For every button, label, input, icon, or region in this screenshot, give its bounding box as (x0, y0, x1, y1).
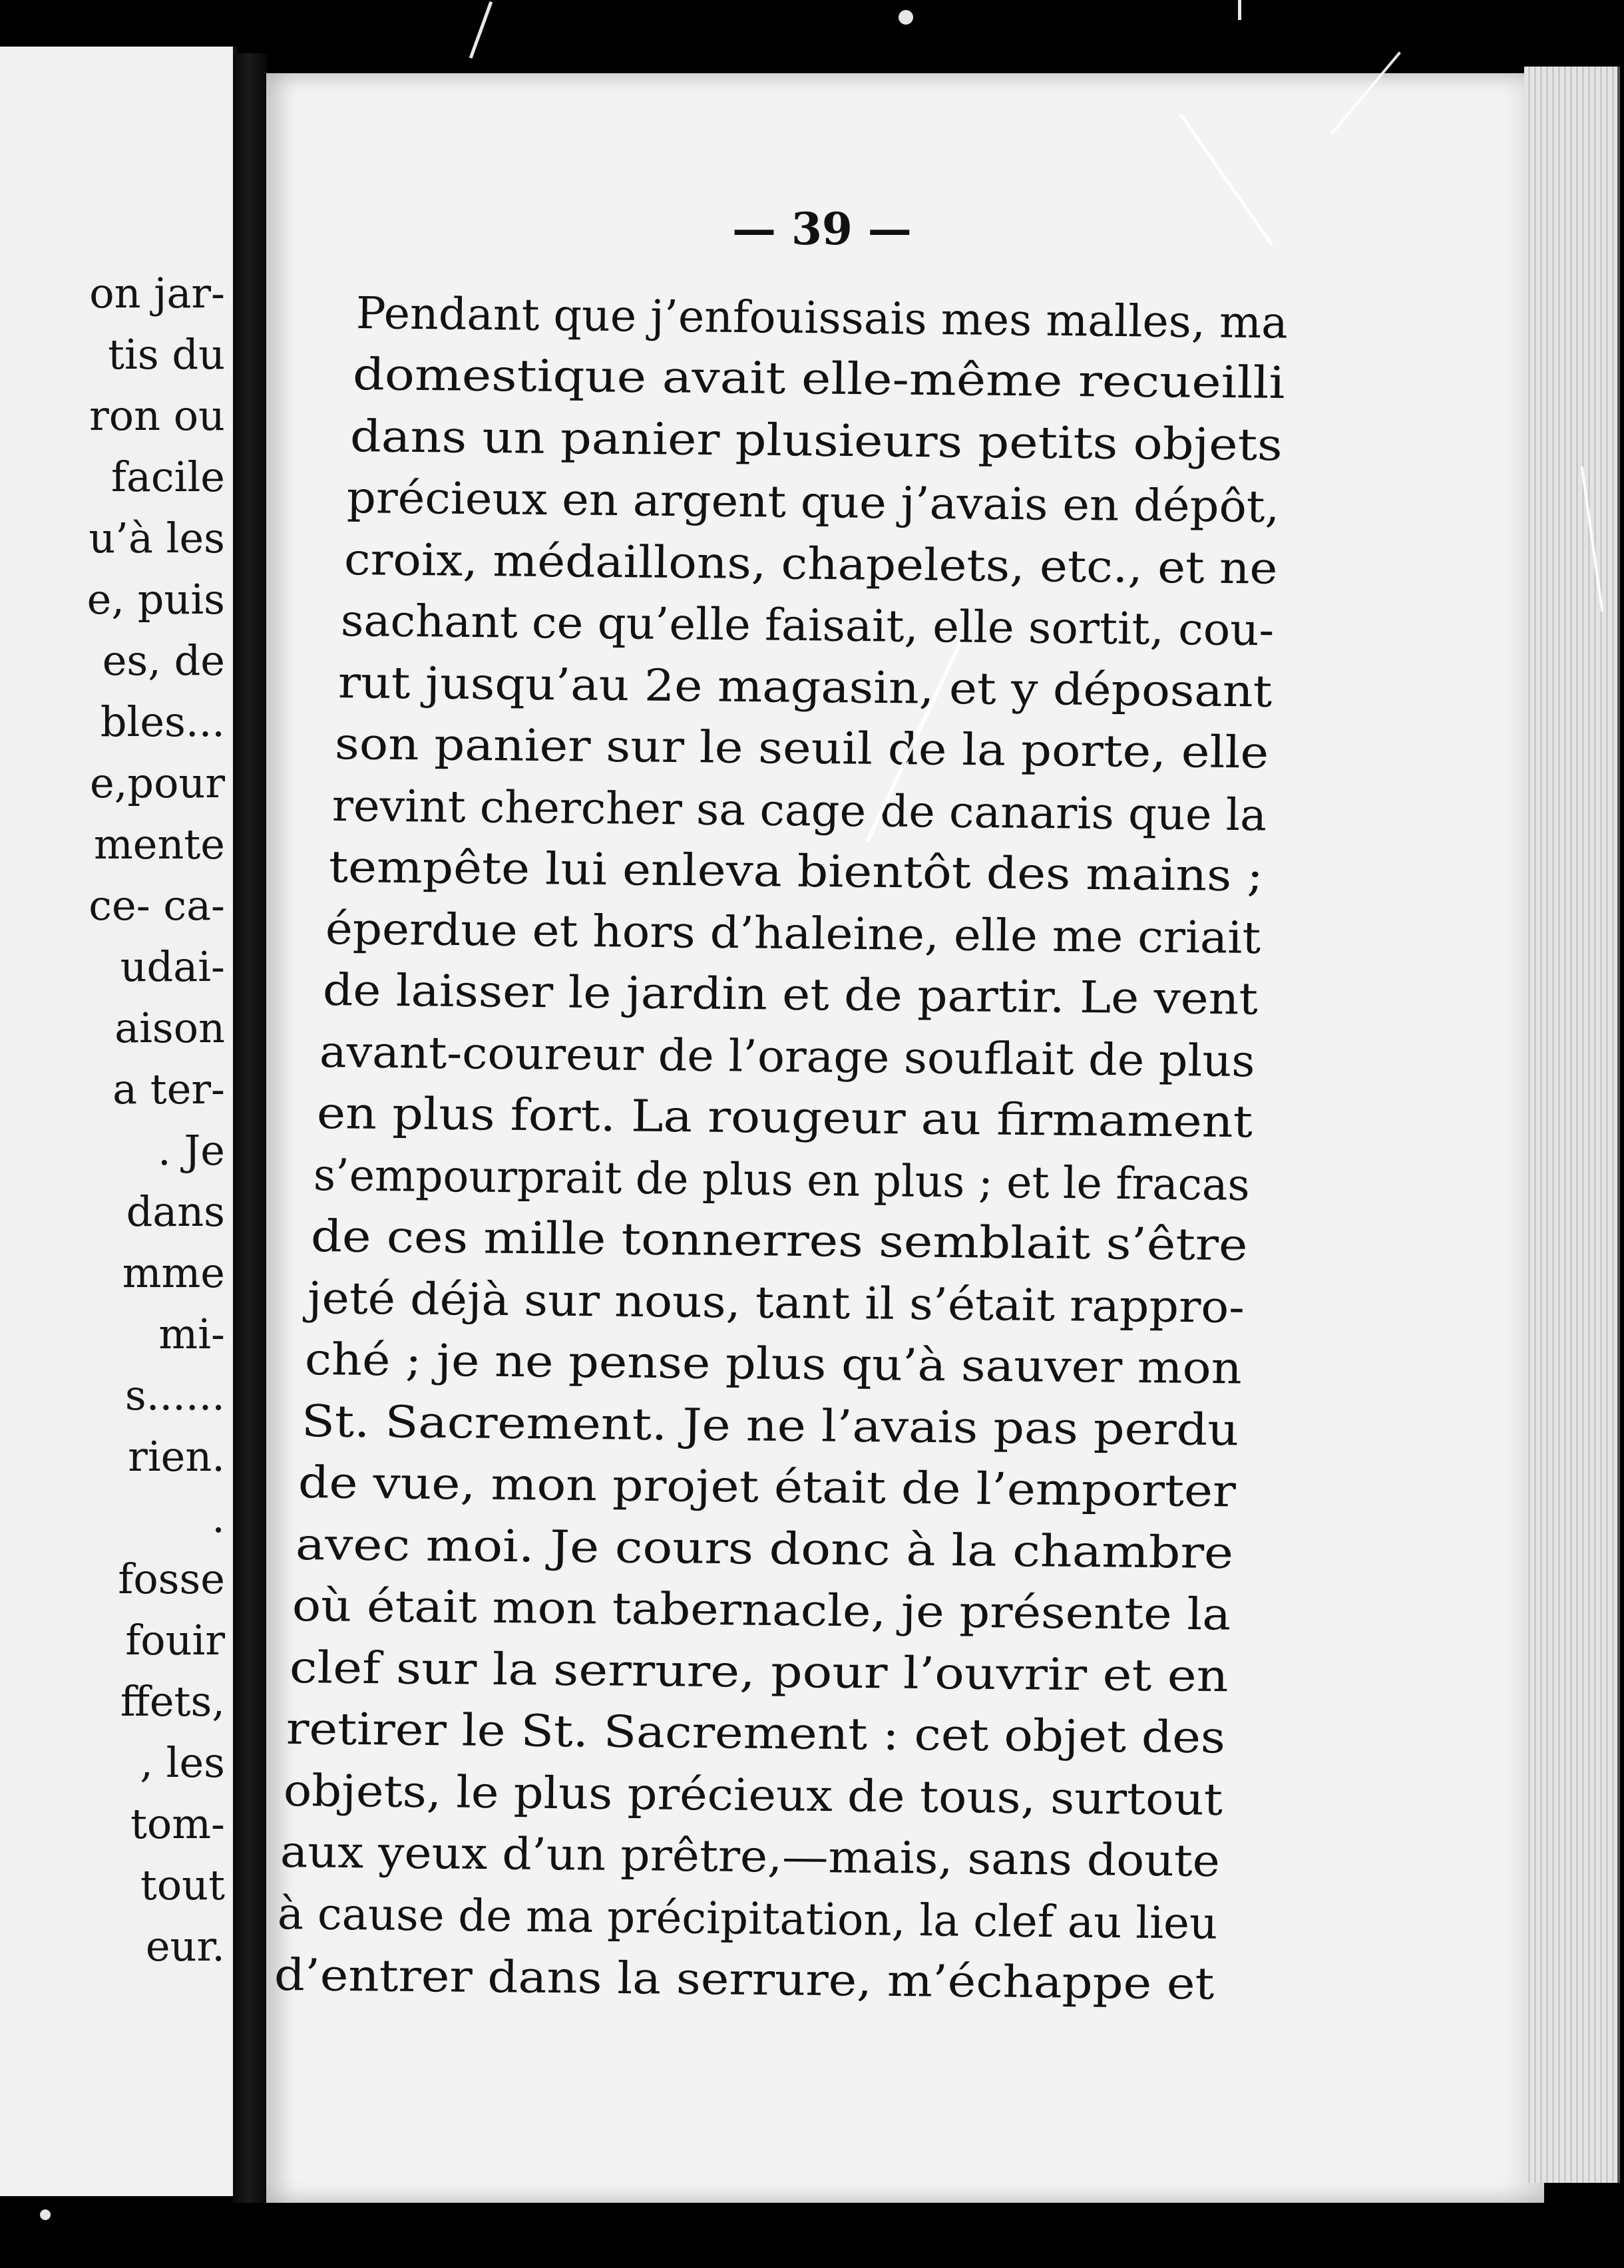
text-line: tempête lui enleva bientôt des mains ; (328, 841, 1264, 902)
left-page-line: a ter- (112, 1065, 225, 1113)
text-line: domestique avait elle-même recueilli (352, 349, 1286, 409)
text-line: clef sur la serrure, pour l’ouvrir et en (289, 1641, 1229, 1702)
left-page-line: . (212, 1493, 225, 1542)
text-line: d’entrer dans la serrure, m’échappe et (274, 1949, 1215, 2010)
left-page-line: mente (93, 820, 225, 868)
film-scratch (1238, 0, 1241, 20)
left-page-line: fosse (118, 1555, 225, 1603)
left-page-line: dans (126, 1187, 225, 1236)
left-page-line: ron ou (89, 391, 225, 440)
left-page-line: u’à les (89, 514, 225, 562)
left-page-line: mi- (158, 1310, 225, 1358)
text-line: s’empourprait de plus en plus ; et le fracas (313, 1149, 1251, 1211)
text-line: sachant ce qu’elle faisait, elle sortit, cou- (340, 595, 1275, 656)
left-page-line: e, puis (87, 575, 225, 624)
left-page-line: udai- (120, 942, 225, 991)
left-page-line: mme (122, 1248, 225, 1297)
text-line: où était mon tabernacle, je présente la (292, 1580, 1231, 1640)
left-page-line: fouir (125, 1616, 225, 1664)
text-line: dans un panier plusieurs petits objets (349, 410, 1283, 471)
text-line: son panier sur le seuil de la porte, elle (334, 718, 1269, 779)
text-line: objets, le plus précieux de tous, surtout (283, 1764, 1223, 1825)
text-line: ché ; je ne pense plus qu’à sauver mon (304, 1334, 1242, 1394)
left-page-line: rien. (128, 1432, 225, 1481)
film-scratch (40, 2209, 51, 2220)
text-line: éperdue et hors d’haleine, elle me criait (325, 902, 1261, 964)
left-page-line: on jar- (89, 269, 225, 317)
left-page-line: . Je (158, 1126, 225, 1175)
page-number: — 39 — (732, 203, 912, 255)
left-page-line: s...... (124, 1371, 225, 1419)
text-line: précieux en argent que j’avais en dépôt, (346, 472, 1281, 533)
text-line: avec moi. Je cours donc à la chambre (295, 1518, 1234, 1579)
text-line: de ces mille tonnerres semblait s’être (310, 1211, 1248, 1271)
left-page-line: facile (111, 453, 225, 501)
text-line: revint chercher sa cage de canaris que la (331, 779, 1267, 841)
left-page-line: es, de (102, 636, 225, 685)
text-line: de vue, mon projet était de l’emporter (298, 1457, 1237, 1517)
left-page-line: tom- (130, 1799, 225, 1848)
text-line: croix, médaillons, chapelets, etc., et ne (343, 533, 1278, 594)
left-page-line: eur. (145, 1922, 225, 1971)
left-page-line: ffets, (120, 1677, 225, 1726)
left-page-line: aison (114, 1004, 225, 1052)
text-line: rut jusqu’au 2e magasin, et y déposant (337, 656, 1273, 717)
left-page-line: , les (140, 1738, 225, 1787)
text-line: avant-coureur de l’orage souflait de plus (319, 1026, 1256, 1087)
left-page-line: tout (140, 1861, 225, 1909)
text-line: jeté déjà sur nous, tant il s’était rappro- (307, 1272, 1245, 1333)
left-page-line: tis du (108, 330, 225, 379)
text-line: St. Sacrement. Je ne l’avais pas perdu (301, 1395, 1239, 1456)
text-line: aux yeux d’un prêtre,—mais, sans doute (280, 1826, 1221, 1887)
text-line: à cause de ma précipitation, la clef au lieu (277, 1887, 1218, 1949)
film-scratch (899, 10, 913, 25)
text-line: retirer le St. Sacrement : cet objet des (286, 1703, 1226, 1764)
text-line: en plus fort. La rougeur au firmament (316, 1087, 1253, 1148)
left-page-line: ce- ca- (89, 881, 225, 930)
left-page-line: bles... (100, 697, 225, 746)
text-line: de laisser le jardin et de partir. Le vent (322, 964, 1259, 1025)
text-line: Pendant que j’enfouissais mes malles, ma (355, 287, 1289, 349)
left-page-line: e,pour (90, 759, 225, 807)
